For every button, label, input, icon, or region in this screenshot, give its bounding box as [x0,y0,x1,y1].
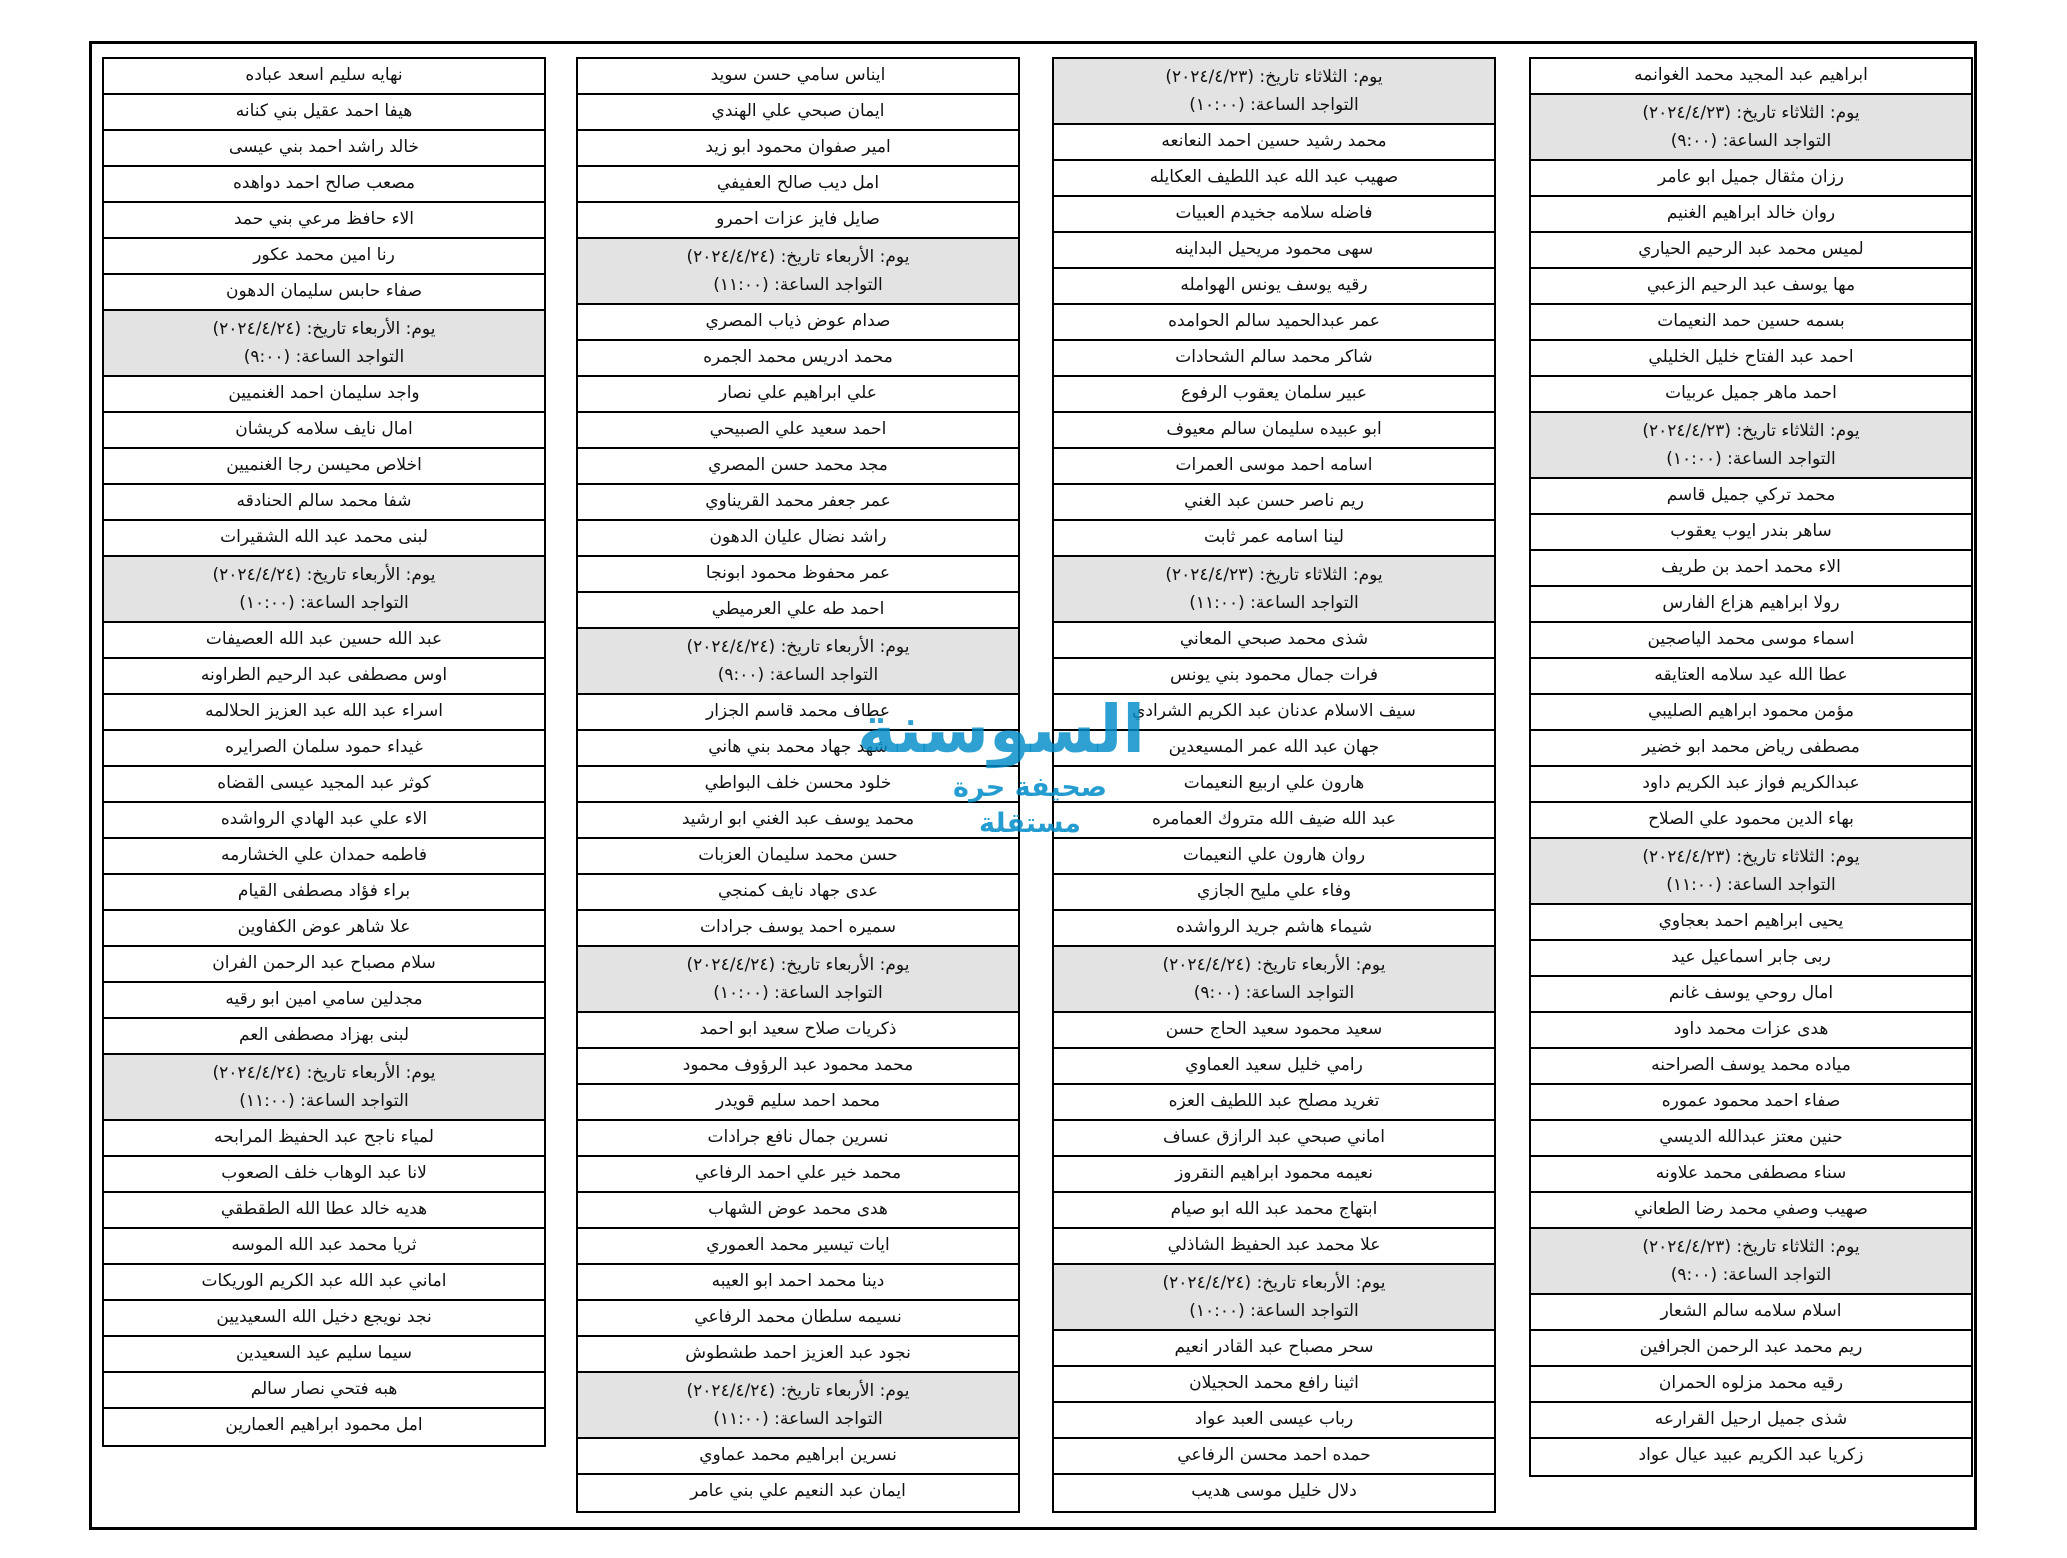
name-row: فرات جمال محمود بني يونس [1054,659,1494,695]
name-row: حمده احمد محسن الرفاعي [1054,1439,1494,1475]
name-row: هارون علي اربيع النعيمات [1054,767,1494,803]
name-row: محمد رشيد حسين احمد النعانعه [1054,125,1494,161]
schedule-header-day-date: يوم: الأربعاء تاريخ: (٢٠٢٤/٤/٢٤) [686,955,910,975]
name-row: هدى محمد عوض الشهاب [578,1193,1018,1229]
name-row: رقيه محمد مزلوه الحمران [1531,1367,1971,1403]
name-row: غيداء حمود سلمان الصرايره [104,731,544,767]
schedule-header-time: التواجد الساعة: (١١:٠٠) [713,275,883,295]
name-row: الاء علي عبد الهادي الرواشده [104,803,544,839]
name-row: امير صفوان محمود ابو زيد [578,131,1018,167]
name-row: ثريا محمد عبد الله الموسه [104,1229,544,1265]
name-row: شاكر محمد سالم الشحادات [1054,341,1494,377]
name-row: راشد نضال عليان الدهون [578,521,1018,557]
schedule-header-time: التواجد الساعة: (١١:٠٠) [1189,593,1359,613]
page-frame [89,41,1977,1530]
name-row: سناء مصطفى محمد علاونه [1531,1157,1971,1193]
schedule-header-day-date: يوم: الأربعاء تاريخ: (٢٠٢٤/٤/٢٤) [1162,955,1386,975]
name-row: علا شاهر عوض الكفاوين [104,911,544,947]
name-row: رباب عيسى العبد عواد [1054,1403,1494,1439]
name-row: عدى جهاد نايف كمنجي [578,875,1018,911]
name-row: رولا ابراهيم هزاع الفارس [1531,587,1971,623]
name-row: رنا امين محمد عكور [104,239,544,275]
name-row: عطا الله عيد سلامه العتايقه [1531,659,1971,695]
schedule-header-day-date: يوم: الأربعاء تاريخ: (٢٠٢٤/٤/٢٤) [686,637,910,657]
name-row: محمد احمد سليم قويدر [578,1085,1018,1121]
schedule-header [1531,1229,1971,1295]
name-row: امل محمود ابراهيم العمارين [225,1415,423,1435]
schedule-column-4 [102,57,546,1447]
name-row: امال روحي يوسف غانم [1531,977,1971,1013]
name-row: روان هارون علي النعيمات [1054,839,1494,875]
schedule-header [1531,413,1971,479]
name-row: عمر محفوظ محمود ابونجا [578,557,1018,593]
name-row: محمد تركي جميل قاسم [1531,479,1971,515]
name-row: لبنى بهزاد مصطفى العم [104,1019,544,1055]
name-row: سيف الاسلام عدنان عبد الكريم الشرادي [1054,695,1494,731]
schedule-header [1531,839,1971,905]
name-row: احمد عبد الفتاح خليل الخليلي [1531,341,1971,377]
name-row: خلود محسن خلف البواطي [578,767,1018,803]
name-row: رقيه يوسف يونس الهوامله [1054,269,1494,305]
name-row: هديه خالد عطا الله الطقطقي [104,1193,544,1229]
schedule-header [578,947,1018,1013]
watermark-title: السوسنة [857,691,1145,768]
name-row: احمد طه علي العرميطي [578,593,1018,629]
schedule-header [578,239,1018,305]
name-row: صدام عوض ذياب المصري [578,305,1018,341]
name-row: مؤمن محمود ابراهيم الصليبي [1531,695,1971,731]
name-row: مجدلين سامي امين ابو رقيه [104,983,544,1019]
name-row: اماني عبد الله عبد الكريم الوريكات [104,1265,544,1301]
name-row: مجد محمد حسن المصري [578,449,1018,485]
name-row: ابو عبيده سليمان سالم معيوف [1054,413,1494,449]
name-row: اخلاص محيسن رجا الغنميين [104,449,544,485]
schedule-header [1054,557,1494,623]
schedule-header-time: التواجد الساعة: (١٠:٠٠) [1666,449,1836,469]
schedule-header-day-date: يوم: الثلاثاء تاريخ: (٢٠٢٤/٤/٢٣) [1642,1237,1860,1257]
schedule-header-time: التواجد الساعة: (٩:٠٠) [1670,1265,1832,1285]
name-row: تغريد مصلح عبد اللطيف العزه [1054,1085,1494,1121]
name-row: الاء حافظ مرعي بني حمد [104,203,544,239]
name-row: رامي خليل سعيد العماوي [1054,1049,1494,1085]
name-row: هيفا احمد عقيل بني كنانه [104,95,544,131]
name-row: نسرين جمال نافع جرادات [578,1121,1018,1157]
name-row: نجود عبد العزيز احمد طشطوش [578,1337,1018,1373]
name-row: فاطمه حمدان علي الخشارمه [104,839,544,875]
name-row: محمد خير علي احمد الرفاعي [578,1157,1018,1193]
name-row: ريم ناصر حسن عبد الغني [1054,485,1494,521]
name-row: ذكريات صلاح سعيد ابو احمد [578,1013,1018,1049]
name-row: وفاء علي مليح الجازي [1054,875,1494,911]
name-row: لميس محمد عبد الرحيم الحياري [1531,233,1971,269]
schedule-header-day-date: يوم: الثلاثاء تاريخ: (٢٠٢٤/٤/٢٣) [1165,565,1383,585]
name-row: هبه فتحي نصار سالم [104,1373,544,1409]
name-row: سيما سليم عيد السعيدين [104,1337,544,1373]
name-row: عبد الله حسين عبد الله العصيفات [104,623,544,659]
schedule-header [1054,59,1494,125]
schedule-header-time: التواجد الساعة: (١٠:٠٠) [239,593,409,613]
name-row: امال نايف سلامه كريشان [104,413,544,449]
name-row: نعيمه محمود ابراهيم النقروز [1054,1157,1494,1193]
schedule-column-3 [576,57,1020,1513]
schedule-column-2 [1052,57,1496,1513]
name-row: مياده محمد يوسف الصراحنه [1531,1049,1971,1085]
name-row: دلال خليل موسى هديب [1191,1481,1357,1501]
name-row: محمد محمود عبد الرؤوف محمود [578,1049,1018,1085]
schedule-header [578,1373,1018,1439]
name-row: اسلام سلامه سالم الشعار [1531,1295,1971,1331]
name-row: ابراهيم عبد المجيد محمد الغوانمه [1531,59,1971,95]
schedule-header-time: التواجد الساعة: (٩:٠٠) [1193,983,1355,1003]
name-row: نجد نويجع دخيل الله السعيديين [104,1301,544,1337]
name-row: مصعب صالح احمد دواهده [104,167,544,203]
name-row: لبنى محمد عبد الله الشقيرات [104,521,544,557]
name-row: شفا محمد سالم الحنادقه [104,485,544,521]
name-row: جهان عبد الله عمر المسيعدين [1054,731,1494,767]
name-row: سحر مصباح عبد القادر انعيم [1054,1331,1494,1367]
name-row: عطاف محمد قاسم الجزار [578,695,1018,731]
name-row: صفاء احمد محمود عموره [1531,1085,1971,1121]
schedule-header [1054,947,1494,1013]
name-row: دينا محمد احمد ابو العيبه [578,1265,1018,1301]
name-row: عمر عبدالحميد سالم الحوامده [1054,305,1494,341]
name-row: براء فؤاد مصطفى القيام [104,875,544,911]
schedule-header-time: التواجد الساعة: (٩:٠٠) [243,347,405,367]
name-row: اثينا رافع محمد الحجيلان [1054,1367,1494,1403]
name-row: رزان مثقال جميل ابو عامر [1531,161,1971,197]
name-row: شذى محمد صبحي المعاني [1054,623,1494,659]
name-row: عبد الله ضيف الله متروك العمامره [1054,803,1494,839]
name-row: حنين معتز عبدالله الديسي [1531,1121,1971,1157]
schedule-header [104,1055,544,1121]
name-row: ايات تيسير محمد العموري [578,1229,1018,1265]
name-row: ريم محمد عبد الرحمن الجرافين [1531,1331,1971,1367]
schedule-header-day-date: يوم: الأربعاء تاريخ: (٢٠٢٤/٤/٢٤) [212,319,436,339]
name-row: شهد جهاد محمد بني هاني [578,731,1018,767]
name-row: اسامه احمد موسى العمرات [1054,449,1494,485]
schedule-header-time: التواجد الساعة: (١١:٠٠) [713,1409,883,1429]
schedule-header-day-date: يوم: الأربعاء تاريخ: (٢٠٢٤/٤/٢٤) [1162,1273,1386,1293]
schedule-header-day-date: يوم: الثلاثاء تاريخ: (٢٠٢٤/٤/٢٣) [1165,67,1383,87]
schedule-header-day-date: يوم: الأربعاء تاريخ: (٢٠٢٤/٤/٢٤) [686,1381,910,1401]
name-row: محمد ادريس محمد الجمره [578,341,1018,377]
name-row: علي ابراهيم علي نصار [578,377,1018,413]
name-row: حسن محمد سليمان العزبات [578,839,1018,875]
name-row: امل ديب صالح العفيفي [578,167,1018,203]
name-row: واجد سليمان احمد الغنميين [104,377,544,413]
name-row: سهى محمود مريحيل البداينه [1054,233,1494,269]
name-row: صايل فايز عزات احمرو [578,203,1018,239]
name-row: لمياء ناجح عبد الحفيظ المرابحه [104,1121,544,1157]
name-row: اسراء عبد الله عبد العزيز الحلالمه [104,695,544,731]
name-row: روان خالد ابراهيم الغنيم [1531,197,1971,233]
schedule-header-day-date: يوم: الثلاثاء تاريخ: (٢٠٢٤/٤/٢٣) [1642,421,1860,441]
name-row: اوس مصطفى عبد الرحيم الطراونه [104,659,544,695]
schedule-header-day-date: يوم: الأربعاء تاريخ: (٢٠٢٤/٤/٢٤) [212,1063,436,1083]
schedule-header [1531,95,1971,161]
name-row: نسيمه سلطان محمد الرفاعي [578,1301,1018,1337]
name-row: شيماء هاشم جريد الرواشده [1054,911,1494,947]
name-row: بسمه حسين حمد النعيمات [1531,305,1971,341]
name-row: مصطفى رياض محمد ابو خضير [1531,731,1971,767]
schedule-header-time: التواجد الساعة: (١٠:٠٠) [713,983,883,1003]
name-row: زكريا عبد الكريم عبيد عيال عواد [1638,1445,1864,1465]
name-row: مها يوسف عبد الرحيم الزعبي [1531,269,1971,305]
name-row: عبير سلمان يعقوب الرفوع [1054,377,1494,413]
schedule-header-day-date: يوم: الثلاثاء تاريخ: (٢٠٢٤/٤/٢٣) [1642,847,1860,867]
name-row: سعيد محمود سعيد الحاج حسن [1054,1013,1494,1049]
name-row: الاء محمد احمد بن طريف [1531,551,1971,587]
watermark-subtitle: صحيفة حرة مستقلة [953,772,1107,839]
schedule-header-time: التواجد الساعة: (١١:٠٠) [1666,875,1836,895]
name-row: فاضله سلامه جخيدم العبيات [1054,197,1494,233]
name-row: سلام مصباح عبد الرحمن الفران [104,947,544,983]
name-row: احمد ماهر جميل عربيات [1531,377,1971,413]
name-row: خالد راشد احمد بني عيسى [104,131,544,167]
name-row: اماني صبحي عبد الرازق عساف [1054,1121,1494,1157]
name-row: نسرين ابراهيم محمد عماوي [578,1439,1018,1475]
name-row: احمد سعيد علي الصبيحي [578,413,1018,449]
schedule-header [578,629,1018,695]
name-row: ايناس سامي حسن سويد [578,59,1018,95]
name-row: صهيب وصفي محمد رضا الطعاني [1531,1193,1971,1229]
schedule-header-time: التواجد الساعة: (١١:٠٠) [239,1091,409,1111]
schedule-header [104,557,544,623]
name-row: عمر جعفر محمد القريناوي [578,485,1018,521]
name-row: ربى جابر اسماعيل عيد [1531,941,1971,977]
name-row: عبدالكريم فواز عبد الكريم داود [1531,767,1971,803]
schedule-header-day-date: يوم: الأربعاء تاريخ: (٢٠٢٤/٤/٢٤) [686,247,910,267]
name-row: ايمان عبد النعيم علي بني عامر [690,1481,906,1501]
schedule-header [1054,1265,1494,1331]
name-row: بهاء الدين محمود علي الصلاح [1531,803,1971,839]
schedule-header-time: التواجد الساعة: (٩:٠٠) [717,665,879,685]
schedule-header-time: التواجد الساعة: (١٠:٠٠) [1189,95,1359,115]
name-row: ايمان صبحي علي الهندي [578,95,1018,131]
name-row: اسماء موسى محمد الياصجين [1531,623,1971,659]
schedule-header-day-date: يوم: الأربعاء تاريخ: (٢٠٢٤/٤/٢٤) [212,565,436,585]
schedule-header-time: التواجد الساعة: (١٠:٠٠) [1189,1301,1359,1321]
name-row: لينا اسامه عمر ثابت [1054,521,1494,557]
name-row: محمد يوسف عبد الغني ابو ارشيد [578,803,1018,839]
name-row: ساهر بندر ايوب يعقوب [1531,515,1971,551]
schedule-header-day-date: يوم: الثلاثاء تاريخ: (٢٠٢٤/٤/٢٣) [1642,103,1860,123]
name-row: صفاء حابس سليمان الدهون [104,275,544,311]
name-row: ابتهاج محمد عبد الله ابو صيام [1054,1193,1494,1229]
name-row: نهايه سليم اسعد عباده [104,59,544,95]
name-row: يحيى ابراهيم احمد بعجاوي [1531,905,1971,941]
name-row: علا محمد عبد الحفيظ الشاذلي [1054,1229,1494,1265]
name-row: شذى جميل ارحيل القرارعه [1531,1403,1971,1439]
name-row: سميره احمد يوسف جرادات [578,911,1018,947]
schedule-column-1 [1529,57,1973,1477]
name-row: كوثر عبد المجيد عيسى القضاه [104,767,544,803]
name-row: صهيب عبد الله عبد اللطيف العكايله [1054,161,1494,197]
name-row: لانا عبد الوهاب خلف الصعوب [104,1157,544,1193]
schedule-header-time: التواجد الساعة: (٩:٠٠) [1670,131,1832,151]
name-row: هدى عزات محمد داود [1531,1013,1971,1049]
schedule-header [104,311,544,377]
